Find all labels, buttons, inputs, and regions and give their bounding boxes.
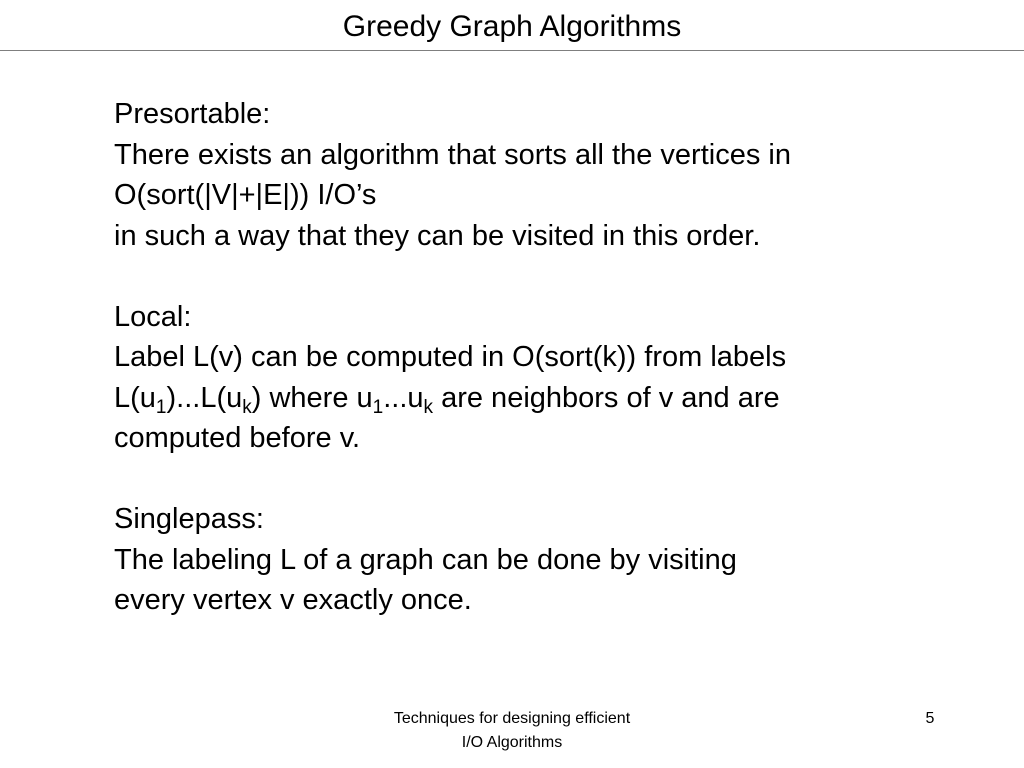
local-line-2-part-3: ) where u <box>251 381 373 414</box>
footer-line-2: I/O Algorithms <box>461 734 563 751</box>
section-presortable <box>114 94 994 256</box>
footer-line-1: Techniques for designing efficient <box>393 710 631 727</box>
local-line-2 <box>114 378 994 419</box>
local-line-3: computed before v. <box>114 422 361 454</box>
slide-title: Greedy Graph Algorithms <box>342 10 682 43</box>
presortable-line-1: There exists an algorithm that sorts all the vertices in <box>114 138 791 171</box>
local-line-2-part-4: ...u <box>383 381 424 414</box>
title-divider <box>0 50 1024 51</box>
subscript-k: k <box>242 396 252 418</box>
page-number: 5 <box>925 710 935 727</box>
singlepass-heading: Singlepass: <box>114 503 264 535</box>
singlepass-line-1: The labeling L of a graph can be done by visiting <box>114 543 737 576</box>
footer-caption <box>312 707 712 755</box>
subscript-k: k <box>423 396 434 418</box>
section-local <box>114 297 994 459</box>
subscript-1: 1 <box>155 396 167 418</box>
presortable-heading: Presortable: <box>114 98 271 130</box>
local-line-2-part-1: L(u <box>114 381 156 414</box>
slide-body <box>114 94 994 621</box>
local-line-2-part-5: are neighbors of v and are <box>433 381 780 414</box>
local-heading: Local: <box>114 300 192 333</box>
local-line-1: Label L(v) can be computed in O(sort(k)) from labels <box>114 341 787 373</box>
subscript-1: 1 <box>372 396 384 418</box>
presortable-line-3: in such a way that they can be visited in this order. <box>114 219 761 252</box>
local-line-2-part-2: )...L(u <box>166 381 243 414</box>
singlepass-line-2: every vertex v exactly once. <box>114 584 472 616</box>
section-singlepass <box>114 499 994 621</box>
presortable-line-2: O(sort(|V|+|E|)) I/O’s <box>114 179 377 211</box>
